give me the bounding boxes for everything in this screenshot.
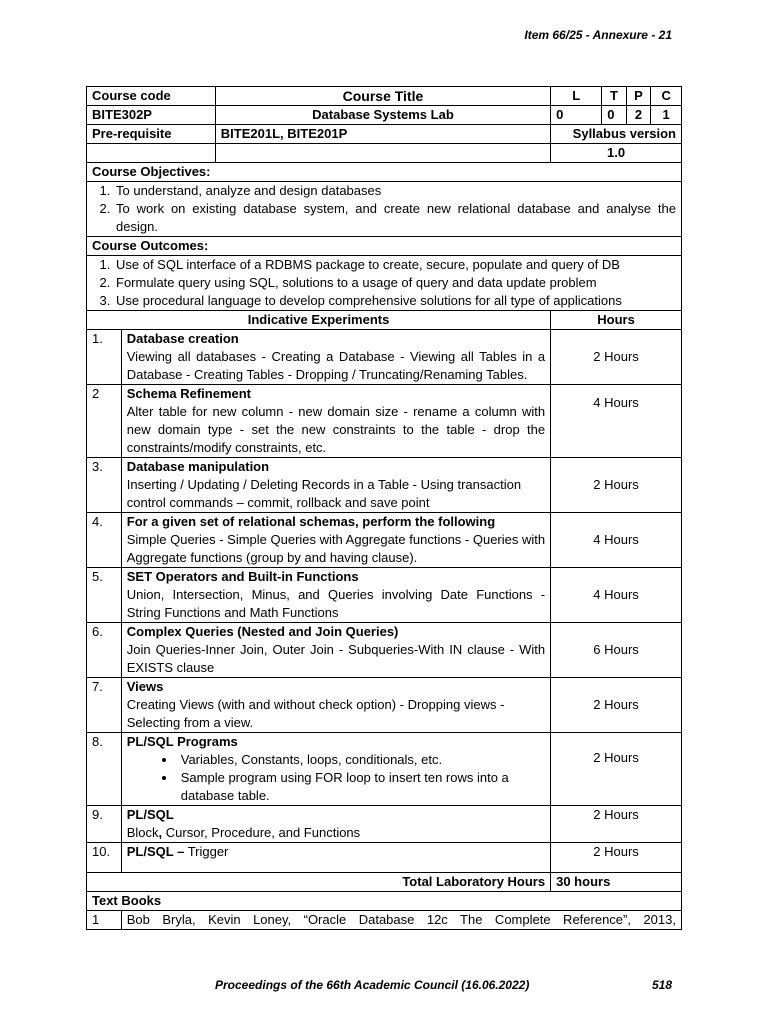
experiment-row <box>87 678 682 733</box>
total-hours-label: Total Laboratory Hours <box>87 873 551 892</box>
page-footer <box>215 978 675 992</box>
experiment-number: 1. <box>87 330 122 385</box>
course-header-row <box>87 87 682 106</box>
experiment-number: 2 <box>87 385 122 458</box>
t-label: T <box>602 87 627 106</box>
experiment-hours: 2 Hours <box>551 678 682 733</box>
experiment-title: PL/SQL <box>126 807 174 822</box>
syllabus-version-row <box>87 144 682 163</box>
total-hours-value: 30 hours <box>551 873 682 892</box>
p-label: P <box>626 87 651 106</box>
course-values-row <box>87 106 682 125</box>
textbook-text: Bob Bryla, Kevin Loney, “Oracle Database 12c The Complete Reference”, 2013, <box>121 911 681 930</box>
experiment-title: For a given set of relational schemas, perform the following <box>126 514 496 529</box>
experiment-number: 7. <box>87 678 122 733</box>
t-value: 0 <box>602 106 627 125</box>
experiment-hours: 2 Hours <box>551 458 682 513</box>
experiment-description: Join Queries-Inner Join, Outer Join - Subqueries-With IN clause - With EXISTS clause <box>126 642 546 675</box>
syllabus-version-label: Syllabus version <box>551 125 682 144</box>
objective-item: 2. To work on existing database system, and create new relational database and analyse the design. <box>114 200 676 236</box>
experiment-row <box>87 843 682 873</box>
prerequisite-value: BITE201L, BITE201P <box>215 125 550 144</box>
experiment-description: Union, Intersection, Minus, and Queries involving Date Functions - String Functions and Math Functions <box>126 587 546 620</box>
total-hours-row <box>87 873 682 892</box>
experiment-number: 4. <box>87 513 122 568</box>
outcomes-list-cell <box>87 256 682 311</box>
prerequisite-row <box>87 125 682 144</box>
experiment-row <box>87 733 682 806</box>
experiment-title: Database creation <box>126 331 239 346</box>
outcome-item: 2. Formulate query using SQL, solutions to a usage of query and data update problem <box>114 274 676 292</box>
course-code: BITE302P <box>87 106 216 125</box>
experiment-hours: 2 Hours <box>551 733 682 806</box>
textbook-row <box>87 911 682 930</box>
experiment-title: Views <box>126 679 164 694</box>
experiment-number: 3. <box>87 458 122 513</box>
outcome-item: 3. Use procedural language to develop comprehensive solutions for all type of applications <box>114 292 676 310</box>
experiment-number: 6. <box>87 623 122 678</box>
course-syllabus-table <box>86 86 682 930</box>
outcomes-heading: Course Outcomes: <box>87 237 682 256</box>
textbooks-heading: Text Books <box>87 892 682 911</box>
experiment-title: PL/SQL – <box>126 844 185 859</box>
l-label: L <box>551 87 602 106</box>
page-number: 518 <box>651 978 672 992</box>
experiment-description: Block, Cursor, Procedure, and Functions <box>126 825 361 840</box>
prerequisite-label: Pre-requisite <box>87 125 216 144</box>
experiment-description: Simple Queries - Simple Queries with Aggregate functions - Queries with Aggregate functions (group by and having clause). <box>126 532 546 565</box>
experiment-hours: 4 Hours <box>551 385 682 458</box>
experiment-title-rest: Trigger <box>184 844 229 859</box>
l-value: 0 <box>551 106 602 125</box>
objectives-list-cell <box>87 182 682 237</box>
objectives-heading: Course Objectives: <box>87 163 682 182</box>
experiment-title: Schema Refinement <box>126 386 252 401</box>
experiment-hours: 4 Hours <box>551 513 682 568</box>
course-title-label: Course Title <box>215 87 550 106</box>
experiment-row <box>87 513 682 568</box>
experiment-row <box>87 385 682 458</box>
experiment-row <box>87 458 682 513</box>
course-title: Database Systems Lab <box>215 106 550 125</box>
experiment-title: PL/SQL Programs <box>126 734 238 749</box>
experiment-description: Inserting / Updating / Deleting Records in a Table - Using transaction control commands – commit, rollback and save point <box>126 477 522 510</box>
course-code-label: Course code <box>87 87 216 106</box>
experiment-bullet: • Sample program using FOR loop to insert ten rows into a database table. <box>177 769 545 805</box>
experiments-heading: Indicative Experiments <box>87 311 551 330</box>
experiment-title: Complex Queries (Nested and Join Queries) <box>126 624 399 639</box>
experiment-number: 10. <box>87 843 122 873</box>
experiment-bullet: • Variables, Constants, loops, conditionals, etc. <box>177 751 545 769</box>
footer-proceedings: Proceedings of the 66th Academic Council (16.06.2022) <box>215 978 530 992</box>
experiment-row <box>87 330 682 385</box>
experiment-number: 5. <box>87 568 122 623</box>
objective-item: 1. To understand, analyze and design databases <box>114 182 676 200</box>
experiment-hours: 2 Hours <box>551 330 682 385</box>
experiment-title: Database manipulation <box>126 459 270 474</box>
hours-heading: Hours <box>551 311 682 330</box>
experiment-hours: 2 Hours <box>551 806 682 843</box>
textbook-number: 1 <box>87 911 122 930</box>
experiment-row <box>87 568 682 623</box>
c-value: 1 <box>651 106 682 125</box>
experiment-description: Viewing all databases - Creating a Database - Viewing all Tables in a Database - Creating Tables - Dropping / Truncating/Renaming Tables. <box>126 349 546 382</box>
experiment-description: Alter table for new column - new domain size - rename a column with new domain type - set the new constraints to the table - drop the constraints/modify constraints, etc. <box>126 404 546 455</box>
experiment-row <box>87 623 682 678</box>
experiment-description: Creating Views (with and without check option) - Dropping views - Selecting from a view. <box>126 697 505 730</box>
p-value: 2 <box>626 106 651 125</box>
page-header-reference: Item 66/25 - Annexure - 21 <box>524 28 672 42</box>
outcome-item: 1. Use of SQL interface of a RDBMS package to create, secure, populate and query of DB <box>114 256 676 274</box>
experiment-row <box>87 806 682 843</box>
experiments-header-row <box>87 311 682 330</box>
experiment-hours: 6 Hours <box>551 623 682 678</box>
experiment-title: SET Operators and Built-in Functions <box>126 569 359 584</box>
experiment-hours: 4 Hours <box>551 568 682 623</box>
experiment-hours: 2 Hours <box>551 843 682 873</box>
experiment-number: 9. <box>87 806 122 843</box>
c-label: C <box>651 87 682 106</box>
experiment-number: 8. <box>87 733 122 806</box>
syllabus-version-value: 1.0 <box>551 144 682 163</box>
